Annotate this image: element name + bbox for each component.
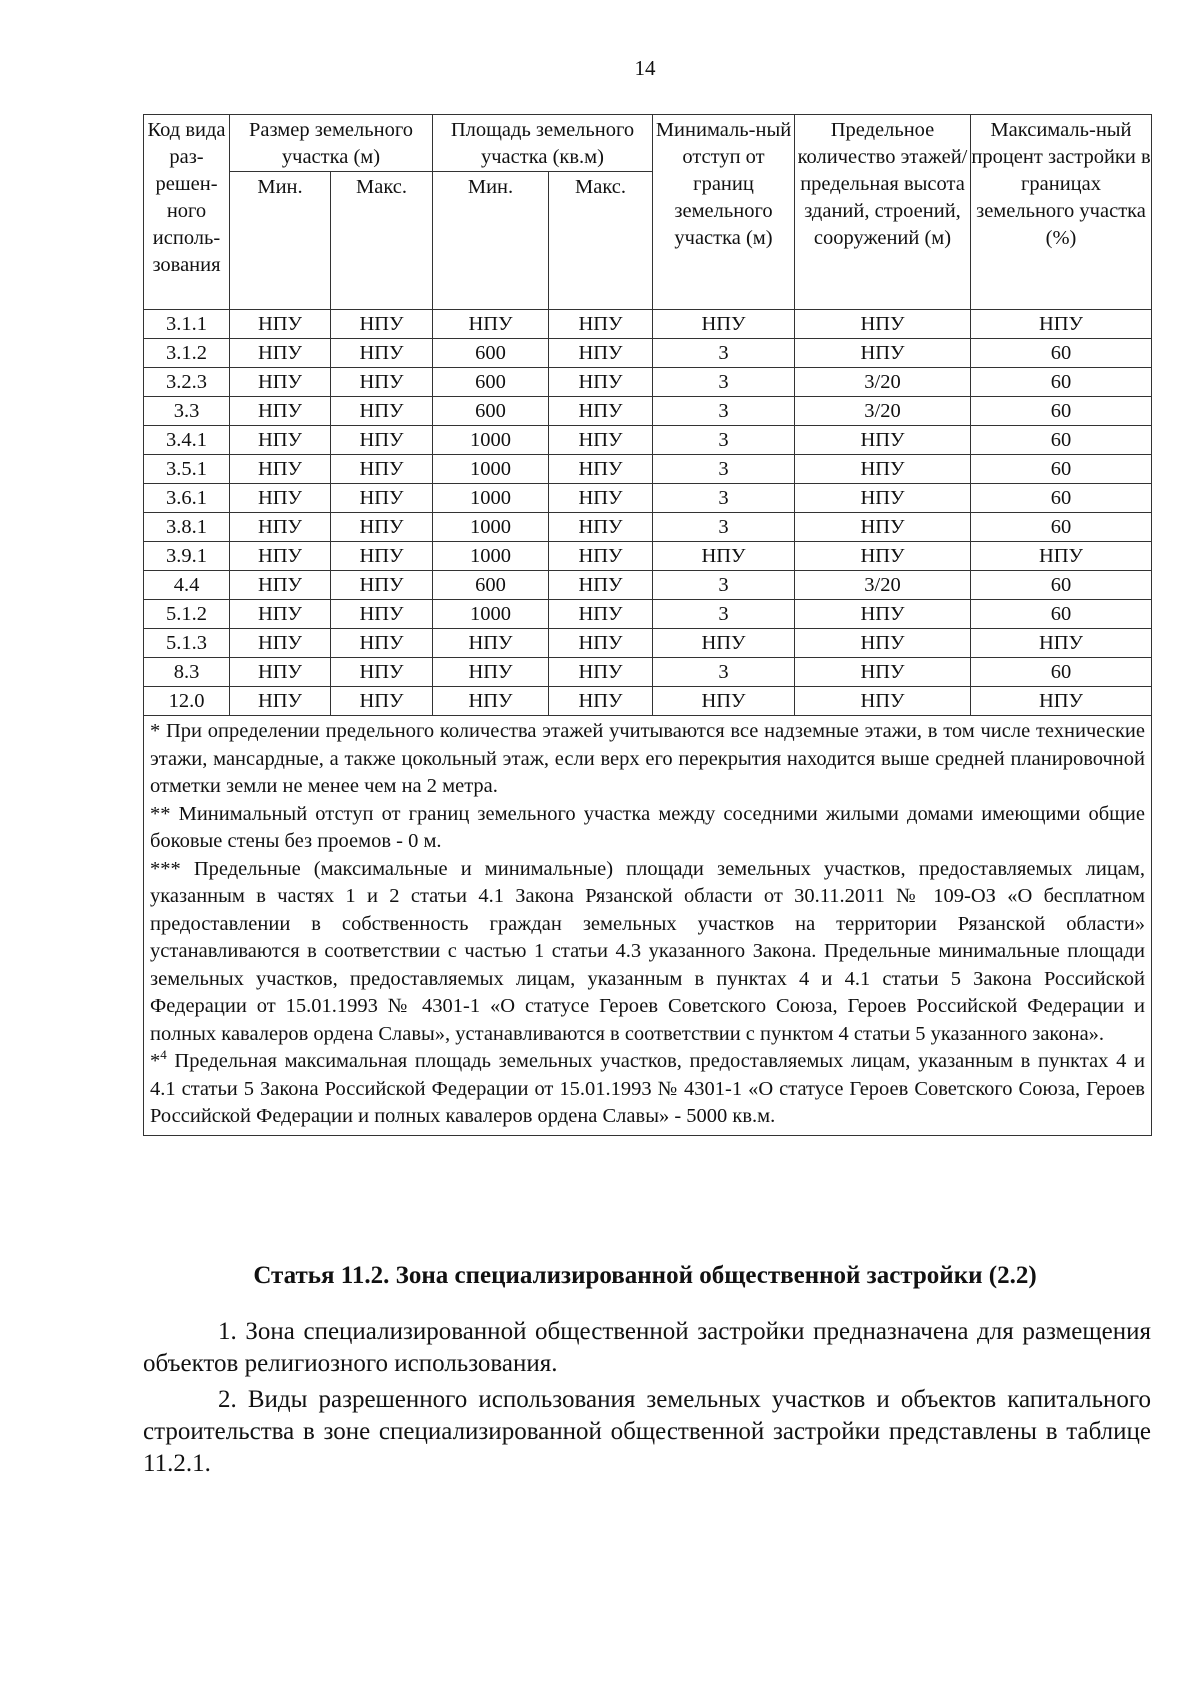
cell-size-min: НПУ — [230, 455, 331, 484]
cell-min-indent: 3 — [653, 658, 795, 687]
cell-area-min: 1000 — [433, 484, 549, 513]
cell-min-indent: НПУ — [653, 629, 795, 658]
cell-min-indent: 3 — [653, 397, 795, 426]
header-size-max: Макс. — [331, 172, 433, 310]
cell-size-min: НПУ — [230, 629, 331, 658]
table-row — [144, 397, 1152, 426]
note-max-area-text: Предельная максимальная площадь земельных участков, предоставляемых лицам, указанным в пунктах 4 и 4.1 статьи 5 Закона Российской Федерации от 15.01.1993 № 4301-1 «О статусе Героев Советского Союза, Героев Российской Федерации и полных кавалеров ордена Славы» - 5000 кв.м. — [150, 1050, 1145, 1127]
cell-max-percent: 60 — [971, 426, 1152, 455]
table-row — [144, 368, 1152, 397]
cell-area-min: 1000 — [433, 542, 549, 571]
cell-floors-height: НПУ — [795, 426, 971, 455]
cell-size-min: НПУ — [230, 397, 331, 426]
cell-use-code: 3.1.2 — [144, 339, 230, 368]
cell-size-min: НПУ — [230, 600, 331, 629]
header-size-min: Мин. — [230, 172, 331, 310]
header-min-indent: Минималь-ный отступ от границ земельного участка (м) — [653, 115, 795, 310]
cell-area-max: НПУ — [549, 368, 653, 397]
cell-size-min: НПУ — [230, 426, 331, 455]
cell-floors-height: НПУ — [795, 600, 971, 629]
table-row — [144, 310, 1152, 339]
cell-use-code: 8.3 — [144, 658, 230, 687]
cell-size-max: НПУ — [331, 658, 433, 687]
cell-max-percent: 60 — [971, 658, 1152, 687]
cell-area-min: НПУ — [433, 310, 549, 339]
notes-row — [144, 716, 1152, 1136]
table-row — [144, 339, 1152, 368]
cell-floors-height: НПУ — [795, 629, 971, 658]
table-notes — [144, 716, 1152, 1136]
cell-size-min: НПУ — [230, 310, 331, 339]
cell-size-min: НПУ — [230, 571, 331, 600]
cell-area-max: НПУ — [549, 600, 653, 629]
table-row — [144, 687, 1152, 716]
cell-area-max: НПУ — [549, 542, 653, 571]
cell-area-max: НПУ — [549, 397, 653, 426]
cell-size-min: НПУ — [230, 368, 331, 397]
note-max-area — [150, 1048, 1145, 1131]
cell-area-max: НПУ — [549, 455, 653, 484]
cell-area-min: 600 — [433, 397, 549, 426]
cell-floors-height: НПУ — [795, 513, 971, 542]
table-row — [144, 542, 1152, 571]
cell-floors-height: НПУ — [795, 310, 971, 339]
cell-size-max: НПУ — [331, 339, 433, 368]
cell-use-code: 3.8.1 — [144, 513, 230, 542]
cell-area-max: НПУ — [549, 658, 653, 687]
page-number: 14 — [634, 56, 656, 80]
cell-max-percent: НПУ — [971, 542, 1152, 571]
cell-size-min: НПУ — [230, 687, 331, 716]
cell-use-code: 3.3 — [144, 397, 230, 426]
cell-max-percent: 60 — [971, 397, 1152, 426]
header-area-min: Мин. — [433, 172, 549, 310]
header-area-max: Макс. — [549, 172, 653, 310]
table-row — [144, 426, 1152, 455]
cell-area-min: НПУ — [433, 629, 549, 658]
note-floors: * При определении предельного количества этажей учитываются все надземные этажи, в том числе технические этажи, мансардные, а также цокольный этаж, если верх его перекрытия находится выше средней планировочной отметки земли не менее чем на 2 метра. — [150, 720, 1145, 797]
cell-min-indent: 3 — [653, 339, 795, 368]
cell-size-max: НПУ — [331, 368, 433, 397]
cell-floors-height: НПУ — [795, 658, 971, 687]
cell-size-min: НПУ — [230, 484, 331, 513]
note-indent: ** Минимальный отступ от границ земельного участка между соседними жилыми домами имеющими общие боковые стены без проемов - 0 м. — [150, 802, 1145, 852]
cell-floors-height: 3/20 — [795, 368, 971, 397]
cell-area-max: НПУ — [549, 629, 653, 658]
cell-area-max: НПУ — [549, 513, 653, 542]
table-header — [144, 115, 1152, 310]
cell-use-code: 4.4 — [144, 571, 230, 600]
cell-max-percent: 60 — [971, 600, 1152, 629]
cell-area-min: НПУ — [433, 687, 549, 716]
table-row — [144, 455, 1152, 484]
cell-size-min: НПУ — [230, 542, 331, 571]
cell-min-indent: 3 — [653, 484, 795, 513]
cell-size-max: НПУ — [331, 629, 433, 658]
table-row — [144, 600, 1152, 629]
cell-size-min: НПУ — [230, 658, 331, 687]
cell-floors-height: НПУ — [795, 542, 971, 571]
header-floors-height: Предельное количество этажей/ предельная высота зданий, строений, сооружений (м) — [795, 115, 971, 310]
table-row — [144, 513, 1152, 542]
note-max-area-sup: 4 — [160, 1047, 167, 1062]
cell-floors-height: 3/20 — [795, 571, 971, 600]
cell-area-min: НПУ — [433, 658, 549, 687]
cell-use-code: 5.1.3 — [144, 629, 230, 658]
cell-size-max: НПУ — [331, 600, 433, 629]
cell-use-code: 3.9.1 — [144, 542, 230, 571]
note-max-area-mark: * — [150, 1050, 161, 1072]
table-row — [144, 571, 1152, 600]
cell-max-percent: 60 — [971, 339, 1152, 368]
article-title: Статья 11.2. Зона специализированной общественной застройки (2.2) — [253, 1262, 1037, 1289]
cell-min-indent: НПУ — [653, 542, 795, 571]
cell-size-min: НПУ — [230, 513, 331, 542]
cell-use-code: 3.2.3 — [144, 368, 230, 397]
cell-area-min: 1000 — [433, 600, 549, 629]
cell-area-max: НПУ — [549, 426, 653, 455]
cell-area-min: 600 — [433, 339, 549, 368]
article-paragraph-1: 1. Зона специализированной общественной застройки предназначена для размещения объектов религиозного использования. — [143, 1318, 1151, 1377]
cell-area-min: 1000 — [433, 513, 549, 542]
header-plot-size: Размер земельного участка (м) — [230, 115, 433, 172]
table-body — [144, 310, 1152, 1136]
cell-area-min: 1000 — [433, 426, 549, 455]
cell-max-percent: НПУ — [971, 310, 1152, 339]
cell-size-max: НПУ — [331, 397, 433, 426]
cell-use-code: 3.5.1 — [144, 455, 230, 484]
cell-size-min: НПУ — [230, 339, 331, 368]
cell-floors-height: НПУ — [795, 339, 971, 368]
cell-use-code: 3.6.1 — [144, 484, 230, 513]
cell-min-indent: 3 — [653, 426, 795, 455]
cell-area-min: 1000 — [433, 455, 549, 484]
cell-min-indent: НПУ — [653, 687, 795, 716]
cell-max-percent: 60 — [971, 571, 1152, 600]
cell-area-min: 600 — [433, 368, 549, 397]
cell-use-code: 3.4.1 — [144, 426, 230, 455]
cell-use-code: 12.0 — [144, 687, 230, 716]
cell-max-percent: НПУ — [971, 687, 1152, 716]
cell-area-min: 600 — [433, 571, 549, 600]
cell-use-code: 5.1.2 — [144, 600, 230, 629]
cell-floors-height: НПУ — [795, 455, 971, 484]
cell-area-max: НПУ — [549, 571, 653, 600]
cell-max-percent: 60 — [971, 455, 1152, 484]
table-row — [144, 658, 1152, 687]
regulations-table — [143, 114, 1152, 1136]
header-plot-area: Площадь земельного участка (кв.м) — [433, 115, 653, 172]
table-row — [144, 629, 1152, 658]
cell-min-indent: 3 — [653, 513, 795, 542]
cell-max-percent: 60 — [971, 484, 1152, 513]
cell-max-percent: НПУ — [971, 629, 1152, 658]
header-max-percent: Максималь-ный процент застройки в границах земельного участка (%) — [971, 115, 1152, 310]
header-use-code: Код вида раз-решен-ного исполь-зования — [144, 115, 230, 310]
cell-size-max: НПУ — [331, 426, 433, 455]
cell-area-max: НПУ — [549, 339, 653, 368]
cell-area-max: НПУ — [549, 310, 653, 339]
cell-size-max: НПУ — [331, 513, 433, 542]
cell-min-indent: 3 — [653, 571, 795, 600]
cell-min-indent: 3 — [653, 455, 795, 484]
article-paragraph-2: 2. Виды разрешенного использования земельных участков и объектов капитального строительства в зоне специализированной общественной застройки представлены в таблице 11.2.1. — [143, 1386, 1151, 1477]
cell-size-max: НПУ — [331, 687, 433, 716]
cell-size-max: НПУ — [331, 571, 433, 600]
cell-max-percent: 60 — [971, 368, 1152, 397]
cell-floors-height: НПУ — [795, 484, 971, 513]
cell-area-max: НПУ — [549, 687, 653, 716]
table-row — [144, 484, 1152, 513]
cell-min-indent: 3 — [653, 368, 795, 397]
cell-min-indent: НПУ — [653, 310, 795, 339]
cell-size-max: НПУ — [331, 310, 433, 339]
cell-area-max: НПУ — [549, 484, 653, 513]
cell-min-indent: 3 — [653, 600, 795, 629]
cell-use-code: 3.1.1 — [144, 310, 230, 339]
cell-floors-height: НПУ — [795, 687, 971, 716]
cell-floors-height: 3/20 — [795, 397, 971, 426]
cell-size-max: НПУ — [331, 484, 433, 513]
cell-size-max: НПУ — [331, 542, 433, 571]
note-area-limits: *** Предельные (максимальные и минимальные) площади земельных участков, предоставляемых лицам, указанным в частях 1 и 2 статьи 4.1 Закона Рязанской области от 30.11.2011 № 109-ОЗ «О бесплатном предоставлении в собственность граждан земельных участков на территории Рязанской области» устанавливаются в соответствии с частью 1 статьи 4.3 указанного Закона. Предельные минимальные площади земельных участков, предоставляемых лицам, указанным в пунктах 4 и 4.1 статьи 5 Закона Российской Федерации от 15.01.1993 № 4301-1 «О статусе Героев Советского Союза, Героев Российской Федерации и полных кавалеров ордена Славы», устанавливаются в соответствии с пунктом 4 статьи 5 указанного закона». — [150, 857, 1145, 1045]
cell-size-max: НПУ — [331, 455, 433, 484]
cell-max-percent: 60 — [971, 513, 1152, 542]
